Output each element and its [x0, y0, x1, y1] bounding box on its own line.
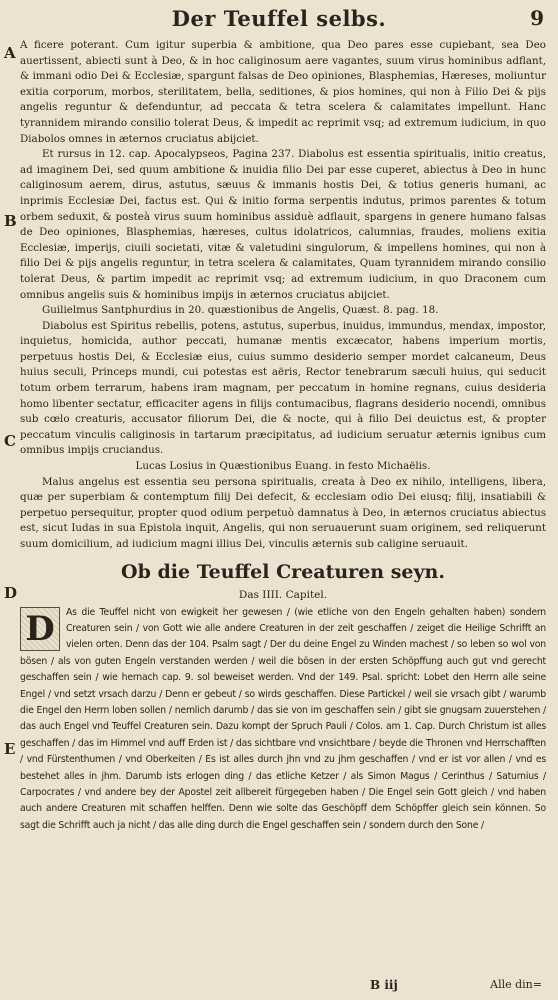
chapter-label: Das IIII. Capitel. — [238, 588, 328, 601]
german-paragraph: As die Teuffel nicht von ewigkeit her gewesen / (wie etliche von den Engeln gehalten haben) sondern Creaturen sein / von Gott wie alle andere Creaturen in der zeit geschaffen / zeiget die Heilige Schrifft an vielen orten. Denn das der 104. Psalm sagt / Der du deine Engel zu Winden machest / so leben so wol von bösen / als von guten Engeln verstanden werden / weil die bösen in der ersten Schöpffung auch gut vnd gerecht geschaffen sein / wie hernach cap. 9. sol beweiset werden. Vnd der 149. Psal. spricht: Lobet den Herrn alle seine Engel / vnd setzt vrsach darzu / Denn er gebeut / so wirds geschaffen. Diese Partickel / weil sie vrsach gibt / warumb die Engel den Herrn loben sollen / nemlich darumb / das sie von im geschaffen sein / gibt sie gnugsam zuuerstehen / das auch Engel vnd Teuffel Creaturen sein. Dazu kompt der Spruch Pauli / Colos. am 1. Cap. Durch Christum ist alles geschaffen / das im Himmel vnd auff Erden ist / das sichtbare vnd vnsichtbare / beyde die Thronen vnd Herrschafften / vnd Fürstenthumen / vnd Oberkeiten / Es ist alles durch jhn vnd zu jhm geschaffen / vnd er ist vor allen / vnd es bestehet alles in jhm. Darumb ists erlogen ding / das etliche Ketzer / als Simon Magus / Cerinthus / Saturnius / Carpocrates / vnd andere bey der Apostel zeit allbereit fürgegeben haben / Die Engel sein Gott gleich / vnd haben auch andere Creaturen mit schaffen helffen. Denn wie solte das Geschöpff dem Schöpffer gleich sein können. So sagt die Schrifft auch ja nicht / das alle ding durch die Engel geschaffen sein / sondern durch den Sone / — [20, 606, 546, 831]
decorated-initial: D — [20, 607, 60, 651]
margin-letter-a: A — [4, 44, 16, 62]
citation-santphurdius: Guilielmus Santphurdius in 20. quæstionibus de Angelis, Quæst. 8. pag. 18. — [42, 304, 439, 317]
paragraph-3: Diabolus est Spiritus rebellis, potens, astutus, superbus, inuidus, immundus, mendax, impostor, inquietus, homicida, author peccati, humanæ mentis excæcator, habens imperium mortis, perpetuus hostis Dei, & Ecclesiæ eius, cuius summo desiderio semper mordet calcaneum, Deus huius seculi, Princeps mundi, cui potestas est aëris, Rector tenebrarum sæculi huius, qui seducit totum orbem terrarum, habens iram magnam, per peccatum in homine regnans, cuius desideria homo libenter sectatur, efficaciter agens in filijs contumacibus, flagrans desiderio nocendi, omnibus sub cœlo creaturis, accusator filiorum Dei, die & nocte, qui à filio Dei deuictus est, & propter peccatum vinculis caliginosis in tartarum præcipitatus, ad iudicium seruatur æternis ignibus cum omnibus impijs cruciandus. — [20, 319, 546, 457]
page-number: 9 — [530, 6, 544, 30]
citation-losius: Lucas Losius in Quæstionibus Euang. in festo Michaëlis. — [135, 460, 431, 473]
main-text — [20, 38, 546, 834]
section-heading: Ob die Teuffel Creaturen seyn. — [121, 560, 445, 583]
margin-letter-c: C — [4, 432, 16, 450]
german-chapter-text — [20, 605, 546, 835]
running-head — [0, 6, 558, 32]
signature-mark: B iij — [370, 978, 398, 992]
margin-letter-d: D — [4, 584, 18, 602]
paragraph-2: Et rursus in 12. cap. Apocalypseos, Pagina 237. Diabolus est essentia spiritualis, initio creatus, ad imaginem Dei, sed quum ambitione & inuidia filio Dei par esse cuperet, abiectus à Deo in hunc caliginosum aerem, dirus, astutus, sæuus & immanis hostis Dei, & totius generis humani, ac inprimis Ecclesiæ Dei, factus est. Qui & initio forma serpentis indutus, primos parentes & totum orbem seduxit, & posteà virus suum hominibus assiduè adflauit, spargens in genere humano falsas de Deo opiniones, Blasphemias, hæreses, cultus idolatricos, calumnias, fraudes, moliens exitia Ecclesiæ, imperijs, ciuili societati, vitæ & valetudini singulorum, & impellens homines, qui non à filio Dei & pijs angelis reguntur, in tetra scelera & calamitates, Quam tyrannidem mirando consilio tolerat Deus, & partim impedit ac reprimit vsq; ad extremum iudicium, in quo Draconem cum omnibus angelis suis & hominibus impijs in æternos cruciatus abijciet. — [20, 148, 546, 301]
running-title: Der Teuffel selbs. — [171, 6, 387, 31]
margin-letter-e: E — [4, 740, 16, 758]
margin-letter-b: B — [4, 212, 17, 230]
paragraph-4: Malus angelus est essentia seu persona spiritualis, creata à Deo ex nihilo, intelligens, libera, quæ per superbiam & contemptum filij Dei defecit, & ecclesiam odio Dei eiusq; filij, insatiabili & perpetuo persequitur, propter quod odium perpetuò damnatus à Deo, in æternos cruciatus abiectus est, sicut Iudas in sua Epistola inquit, Angelis, qui non seruauerunt suam originem, sed reliquerunt suum domicilium, ad iudicium magni illius Dei, vinculis æternis sub caligine seruauit. — [20, 475, 546, 550]
paragraph-1: A ficere poterant. Cum igitur superbia & ambitione, qua Deo pares esse cupiebant, sea Deo auertissent, abiecti sunt à Deo, & in hoc caliginosum aere vagantes, suum virus hominibus adflant, & immani odio Dei & Ecclesiæ, spargunt falsas de Deo opiniones, Blasphemias, Hæreses, moliuntur exitia corporum, morbos, sterilitatem, bella, seditiones, & pios homines, qui non à Filio Dei & pijs angelis reguntur & defenduntur, ad peccata & tetra scelera & calamitates impellunt. Hanc tyrannidem mirando consilio tolerat Deus, & impedit ac reprimit vsq; ad extremum iudicium, in quo Diabolos omnes in æternos cruciatus abijciet. — [20, 39, 546, 145]
catchword: Alle din= — [490, 978, 542, 991]
